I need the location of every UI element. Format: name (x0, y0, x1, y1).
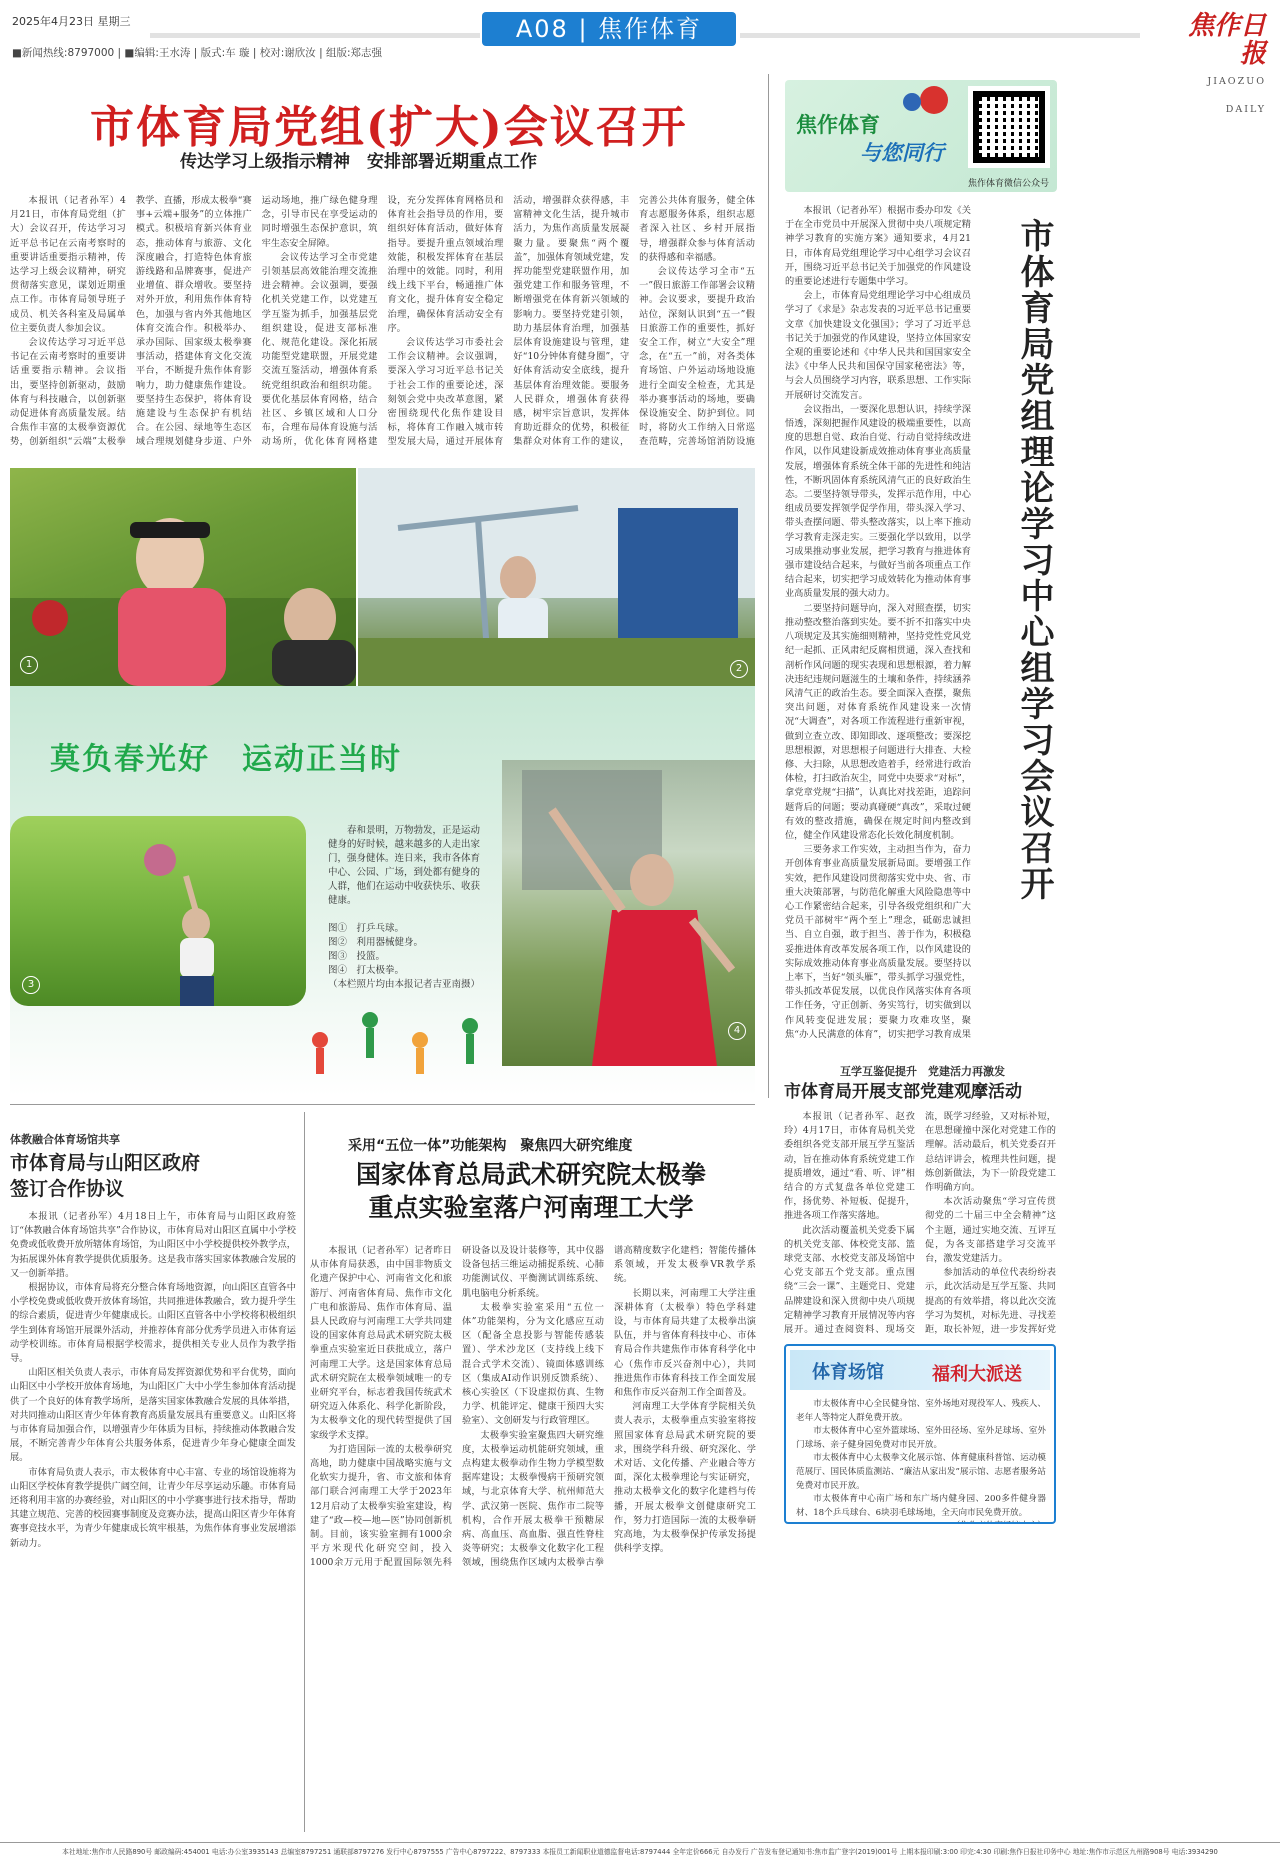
issue-date: 2025年4月23日 星期三 (12, 15, 131, 28)
sport-silhouettes (300, 1000, 500, 1090)
welfare-title-1: 体育场馆 (812, 1362, 884, 1383)
lead-paragraph: 会议传达学习习近平总书记在云南考察时的重要讲话重要指示精神。会议指出，要坚持创新驱动，鼓励体育与科技融合，以创新驱动促进体育高质量发展。结合焦作丰富的太极拳资源优势，创新组织“云端”太极拳教学、直播，形成太极拳“赛事+云端+服务”的立体推广模式。积极培育新兴体育业态，推动体育与旅游、文化深度融合，打造特色体育旅游线路和品牌赛事，促进产业增值、群众增收。要坚持对外开放，利用焦作体育特色，加强与省内外其他地区体育交流合作。积极举办、承办国际、国家级太极拳赛事活动，搭建体育文化交流平台，不断提升焦作体育影响力，助力健康焦作建设。要坚持生态保护，将体育设施建设与生态保护有机结合。在公园、绿地等生态区域合理规划健身步道、户外运动场地，推广绿色健身理念，引导市民在享受运动的同时增强生态保护意识，筑牢生态安全屏障。 (10, 195, 378, 448)
coop-paragraph: 市体育局负责人表示，市太极体育中心丰富、专业的场馆设施将为山阳区学校体育教学提供广阔空间，让青少年尽享运动乐趣。市体育局还将利用丰富的办赛经验，对山阳区的中小学赛事进行技术指导，帮助其建立规范、完善的校园赛事制度及竞赛办法，提高山阳区青少年体育赛事竞技水平，为青少年健康成长筑牢根基，为焦作体育事业发展增添新动力。 (10, 1466, 296, 1549)
welfare-item: 市太极体育中心南广场和东广场内健身园、200多件健身器材、18个乒乓球台、6块羽毛球场地，全天向市民免费开放。 (796, 1494, 1046, 1518)
ball-icon (900, 80, 960, 120)
party-paragraph: 此次活动覆盖机关党委下属的机关党支部、体校党支部、篮球党支部、水校党支部及场馆中心党支部五个党支部。重点围绕“三会一课”、主题党日、党建品牌建设和深入贯彻中央八项规定精神学习教育开展情况等内容展开。通过查阅资料、现场交流，既学习经验，又对标补短，在思想碰撞中深化对党建工作的理解。活动最后，机关党委召开总结评讲会，梳理共性问题，提炼创新做法，为下一阶段党建工作明确方向。 (784, 1111, 1056, 1336)
caption-item: 图② 利用器械健身。 (328, 937, 424, 948)
party-headline: 市体育局开展支部党建观摩活动 (784, 1082, 1022, 1102)
basketball-illustration (10, 816, 306, 1006)
coop-paragraph: 山阳区相关负责人表示，市体育局发挥资源优势和平台优势，面向山阳区中小学校开放体育场地，为山阳区广大中小学生参加体育活动提供了一个良好的体育教学场所，是落实国家体教融合发展的具体举措，对共同推动山阳区青少年体育教育高质量发展具有重要意义。山阳区将与市体育局加强合作，以增强青少年体质为目标，持续推动体教融合发展，不断完善青少年体育公共服务体系，促进青少年身心健康全面发展。 (10, 1367, 296, 1464)
caption-list (328, 922, 488, 992)
logo-en: JIAOZUO DAILY (1207, 76, 1266, 115)
photo-badge-3: 3 (22, 976, 40, 994)
logo-text: 焦作日报 (1187, 11, 1266, 69)
party-paragraph: 参加活动的单位代表纷纷表示，此次活动是互学互鉴、共同提高的有效举措，将以此次交流学习为契机，对标先进、寻找差距，取长补短，进一步发挥好党 (925, 1267, 1056, 1336)
page-section-bar (482, 12, 736, 46)
feature-slogan: 莫负春光好 运动正当时 (50, 742, 402, 777)
welfare-item: 市太极体育中心室外篮球场、室外田径场、室外足球场、室外门球场、亲子健身园免费对市民开放。 (796, 1426, 1046, 1450)
footer-info: 本社地址:焦作市人民路890号 邮政编码:454001 电话:办公室3935143 总编室8797251 通联部8797276 发行中心8797555 广告中心8797222、8797333 本报员工新闻职业道德监督电话:8797444 全年定价666元 自办发行 广告发布登记通知书:焦市监广登字(2019)001号 上期本报印刷:3:00 印完:4:30 印刷:焦作日报社印务中心 地址:焦作市示范区九州路908号 电话:3934290 (62, 1848, 1218, 1856)
fitness-illustration (358, 468, 755, 686)
newspaper-logo (1166, 11, 1266, 115)
welfare-item: 市太极体育中心太极拳文化展示馆、体育健康科普馆、运动模范展厅、国民体质监测站、“廉洁从家出发”展示馆、志愿者服务站免费对市民开放。 (796, 1453, 1046, 1491)
photo-credit: （本栏照片均由本报记者吉亚南摄） (328, 979, 481, 990)
taiji-headline (316, 1158, 746, 1224)
taiji-paragraph: 为打造国际一流的太极拳研究高地，助力健康中国战略实施与文化软实力提升，省、市文旅和体育部门联合河南理工大学于2023年12月启动了太极拳实验室建设，构建了“政—校—地—医”协同创新机制。目前，该实验室拥有1000余平方米现代化研究空间，投入1000余万元用于配置国际领先科研设备以及设计装修等，其中仪器设备包括三维运动捕捉系统、心肺功能测试仪、平衡测试训练系统、肌电脑电分析系统。 (310, 1245, 604, 1569)
section-name: 焦作体育 (598, 15, 703, 43)
lead-paragraph: 会议传达学习全市“五一”假日旅游工作部署会议精神。会议要求，要提升政治站位，深刻认识到“五一”假日旅游工作的重要性，抓好安全工作，树立“大安全”理念，在“五一”前，对各类体育场馆、户外运动场地设施进行全面安全检查，尤其是举办赛事活动的场地，要确保设施安全、防护到位。同时，将防火工作纳入日常巡查范畴，完善场馆消防设施 (639, 266, 755, 448)
study-headline: 市体育局党组理论学习中心组学习会议召开 (1014, 218, 1054, 902)
promo-title-1: 焦作体育 (796, 113, 880, 137)
photo-fitness-equipment (358, 468, 755, 686)
coop-headline (10, 1150, 200, 1202)
wechat-qr-code[interactable] (968, 86, 1050, 168)
caption-item: 图① 打乒乓球。 (328, 923, 405, 934)
party-paragraph: 本报讯（记者孙军、赵孜玲）4月17日，市体育局机关党委组织各党支部开展互学互鉴活动，旨在推动体育系统党建工作提质增效，通过“看、听、评”相结合的方式复盘各单位党建工作，扬优势、补短板、促提升，推进各项工作落实落地。 (784, 1111, 915, 1222)
page-number: A08 (515, 15, 569, 43)
taiji-headline-line: 国家体育总局武术研究院太极拳 (355, 1160, 706, 1189)
section-rule (10, 1104, 755, 1105)
coop-headline-line: 市体育局与山阳区政府 (10, 1152, 201, 1174)
welfare-title-2: 福利大派送 (932, 1364, 1022, 1385)
column-divider (304, 1112, 305, 1832)
table-tennis-illustration (10, 468, 356, 686)
study-paragraph: 二要坚持问题导向，深入对照查摆，切实推动整改整治落到实处。要不折不扣落实中央八项规定及其实施细则精神，坚持党性党风党纪一起抓、正风肃纪反腐相贯通，深入查找和剖析作风问题的现实表现和思想根源，着力解决违纪违规问题滋生的土壤和条件，持续涵养风清气正的政治生态。要全面深入查摆，聚焦突出问题，对体育系统作风建设来一次情况“大调查”，对各项工作流程进行重新审视，做到立查立改、即知即改、逐项整改；要深挖思想根源，对思想根子问题进行大排查、大检修、大扫除，从思想改造着手，经常进行政治体检，打扫政治灰尘，同党中央要求“对标”，拿党章党规“扫描”，认真比对找差距，追踪问题背后的问题；要动真碰硬“真改”，采取过硬有效的整改措施，确保在规定时间内整改到位，健全作风建设常态化长效化制度机制。 (785, 602, 971, 841)
lead-paragraph: 会议传达学习全市党建引领基层高效能治理交流推进会精神。会议强调，要强化机关党建工作，以党建互学互鉴为抓手，加强基层党组织建设，促进支部标准化、规范化建设。深化拓展功能型党建联盟，开展党建交流互鉴活动，增强体育系统党组织政治和组织功能。要优化基层体育网格，结合社区、乡镇区域和人口分布，合理布局体育设施与活动场所，优化体育网格建设，充分发挥体育网格员和体育社会指导员的作用，要组织好体育活动，做好体育指导。要提升重点领域治理效能，积极发挥体育在基层治理中的效能。同时，利用线上线下平台，畅通推广体育文化，提升体育安全稳定治理，确保体育活动安全有序。 (261, 195, 504, 448)
study-article-body (785, 204, 971, 1040)
party-paragraph: 本次活动聚焦“学习宣传贯彻党的二十届三中全会精神”这个主题，通过实地交流、互评互促，为各支部搭建学习交流平台，激发党建活力。 (925, 1196, 1056, 1265)
coop-paragraph: 根据协议，市体育局将充分整合体育场地资源，向山阳区直管各中小学校免费或低收费开放体育场馆，共同推进体教融合，致力提升学生的综合素质，促进青少年健康成长。山阳区直管各中小学校将积极组织学生到体育场馆开展课外活动，并推荐体育部分优秀学员进入市体育运动学校训练。市体育局根据学校需求，提供相关专业人员作为教学指导。 (10, 1282, 296, 1365)
welfare-item: 市太极体育中心全民健身馆、室外场地对现役军人、残疾人、老年人等特定人群免费开放。 (796, 1399, 1046, 1423)
taiji-headline-line: 重点实验室落户河南理工大学 (368, 1193, 694, 1222)
caption-item: 图③ 投篮。 (328, 951, 386, 962)
caption-item: 图④ 打太极拳。 (328, 965, 405, 976)
promo-title-2: 与您同行 (860, 141, 944, 165)
taiji-kicker: 采用“五位一体”功能架构 聚焦四大研究维度 (348, 1138, 633, 1154)
coop-headline-line: 签订合作协议 (10, 1178, 125, 1200)
coop-paragraph: 本报讯（记者孙军）4月18日上午，市体育局与山阳区政府签订“体教融合体育场馆共享”合作协议，市体育局对山阳区直属中小学校免费或低收费开放所辖体育场馆，为山阳区中小学校提供校外教学点，为拓展课外体育教学提供优质服务。这是我市落实国家体教融合发展的又一创新举措。 (10, 1211, 296, 1279)
lead-paragraph: 本报讯（记者孙军）4月21日，市体育局党组（扩大）会议召开，传达学习习近平总书记在云南考察时的重要讲话重要指示精神，传达学习上级会议精神，研究贯彻落实意见，谋划近期重点工作。市体育局领导班子成员、机关各科室及局属单位主要负责人参加会议。 (10, 195, 126, 334)
lead-body (10, 194, 755, 454)
study-paragraph: 会上，市体育局党组理论学习中心组成员学习了《求是》杂志发表的习近平总书记重要文章《加快建设文化强国》；学习了习近平总书记关于加强党的作风建设，坚持立体国家安全观的重要论述和《中华人民共和国国家安全法》《中华人民共和国保守国家秘密法》等，与会人员围绕学习内容，联系思想、工作实际开展研讨交流发言。 (785, 290, 971, 401)
photo-badge-1: 1 (20, 656, 38, 674)
section-divider: | (578, 15, 599, 43)
taiji-paragraph: 本报讯（记者孙军）记者昨日从市体育局获悉，由中国非物质文化遗产保护中心、河南省文化和旅游厅、河南省体育局、焦作市文化广电和旅游局、焦作市体育局、温县人民政府与河南理工大学共同建设的国家体育总局武术研究院太极拳重点实验室近日获批成立，落户河南理工大学。这是国家体育总局武术研究院在太极拳领域唯一的专业研究平台，标志着我国传统武术研究迈入体系化、科学化新阶段，为太极拳文化的现代转型提供了国家级学术支撑。 (310, 1245, 452, 1441)
party-kicker: 互学互鉴促提升 党建活力再激发 (840, 1065, 1005, 1078)
taiji-body (310, 1244, 756, 1832)
taiji-illustration (502, 760, 755, 1066)
party-body (784, 1110, 1056, 1338)
feature-intro: 春和景明，万物勃发，正是运动健身的好时候，越来越多的人走出家门，强身健体。连日来，我市各体育中心、公园、广场，到处都有健身的人群，他们在运动中收获快乐、收获健康。 (328, 825, 481, 906)
lead-subheadline: 传达学习上级指示精神 安排部署近期重点工作 (180, 152, 537, 172)
study-paragraph: 三要务求工作实效，主动担当作为，奋力开创体育事业高质量发展新局面。要增强工作实效，把作风建设同贯彻落实党中央、省、市重大决策部署，与防范化解重大风险隐患等中心工作紧密结合起来，引导各级党组织和广大党员干部树牢“两个至上”理念，砥砺忠诚担当、自立自强，敢于担当、善于作为，积极稳妥推进体育改革发展各项工作，以作风建设的实际成效推动体育事业高质量发展。要坚持以上率下，当好“领头雁”，带头抓学习强党性，带头抓改革促发展，以优良作风落实体育各项工作任务，守正创新、务实笃行，切实做到以作风转变促进发展；要聚力攻难攻坚，聚焦“办人民满意的体育”，切实把学习教育成果 (785, 844, 971, 1040)
taiji-paragraph: 长期以来，河南理工大学注重深耕体育（太极拳）特色学科建设，与市体育局共建了太极拳出演队伍，并与省体育科技中心、市体育局合作共建焦作市体育科学化中心（焦作市反兴奋剂中心），共同推进焦作市体育科技工作全面发展和焦作市反兴奋剂工作全面普及。 (614, 1287, 756, 1399)
photo-badge-4: 4 (728, 1022, 746, 1040)
welfare-list (796, 1398, 1046, 1522)
feature-caption (328, 824, 488, 992)
study-paragraph: 本报讯（记者孙军）根据市委办印发《关于在全市党员中开展深入贯彻中央八项规定精神学习教育的实施方案》通知要求，4月21日，市体育局党组理论学习中心组学习会议召开，围绕习近平总书记关于加强党的作风建设的重要论述进行专题集中学习。 (785, 205, 971, 288)
lead-paragraph: 会议传达学习市委社会工作会议精神。会议强调，要深入学习习近平总书记关于社会工作的重要论述，深刻领会党中央改革意图，紧密围绕现代化焦作建设目标，将体育工作融入城市转型发展大局，通过开展体育活动，增强群众获得感，丰富精神文化生活，提升城市活力，为焦作高质量发展凝聚力量。要聚焦“两个覆盖”，加强体育领域党建，发挥功能型党建联盟作用，加强党建工作和服务管理，不断增强党在体育新兴领域的影响力。要坚持党建引领，助力基层体育治理，加强基层体育设施建设与管理，建好“10分钟体育健身圈”，守好体育活动安全底线，提升基层体育治理效能。要服务人民群众，增强体育获得感，树牢宗旨意识，发挥体育助近群众的优势，积极征集群众对体育工作的建议，完善公共体育服务，健全体育志愿服务体系，组织志愿者深入社区、乡村开展指导，增强群众参与体育活动的获得感和幸福感。 (387, 195, 755, 448)
photo-basketball (10, 816, 306, 1006)
photo-table-tennis (10, 468, 356, 686)
taiji-paragraph: 太极拳实验室采用“五位一体”功能架构，分为文化感应互动区（配备全息投影与智能传感装置）、学术沙龙区（支持线上线下混合式学术交流）、镜面体感训练区（集成AI动作识别反馈系统）、核心实验区（下设虚拟仿真、生物力学、机能评定、健康干预四大实验室）、文创研发与行政管理区。 (462, 1301, 604, 1427)
photo-taiji (502, 760, 755, 1066)
header-rule-right (740, 33, 1140, 38)
editorial-info: ■新闻热线:8797000 | ■编辑:王水涛 | 版式:车 璇 | 校对:谢欣汝 | 组版:郑志强 (12, 47, 382, 59)
column-divider (768, 74, 769, 1098)
photo-badge-2: 2 (730, 660, 748, 678)
study-paragraph: 会议指出，一要深化思想认识，持续学深悟透，深刻把握作风建设的极端重要性，以高度的思想自觉、政治自觉、行动自觉持续改进作风，以作风建设新成效推动体育事业高质量发展，增强体育系统全体干部的先进性和纯洁性，不断巩固体育系统风清气正的良好政治生态。二要坚持领导带头，发挥示范作用，中心组成员要发挥领学促学作用，带头深入学习、带头查摆问题、带头整改落实，以上率下推动学习教育走深走实。三要强化学以致用，以学习成果推动事业发展，把学习教育与推进体育强市建设结合起来，与做好当前各项重点工作结合起来，切实把学习成效转化为推动体育事业高质量发展的强大动力。 (785, 403, 971, 600)
coop-body (10, 1210, 296, 1832)
lead-headline: 市体育局党组(扩大)会议召开 (90, 102, 688, 153)
footer-rule (0, 1842, 1280, 1843)
coop-kicker: 体教融合体育场馆共享 (10, 1133, 120, 1146)
welfare-source (796, 1520, 1046, 1522)
taiji-paragraph: 太极拳实验室聚焦四大研究维度，太极拳运动机能研究领域，重点构建太极拳动作生物力学模型数据库建设；太极拳慢病干预研究领域，与北京体育大学、杭州师范大学、武汉第一医院、焦作市二院等机构，合作开展太极拳干预糖尿病、高血压、高血脂、强直性脊柱炎等研究；太极拳文化数字化工程领域，围绕焦作区域内太极拳古拳谱高精度数字化建档；智能传播体系领域，开发太极拳VR教学系统。 (462, 1245, 756, 1569)
taiji-paragraph: 河南理工大学体育学院相关负责人表示，太极拳重点实验室将按照国家体育总局武术研究院的要求，围绕学科升级、研究深化、学术对话、文化传播、产业融合等方面，深化太极拳理论与实证研究，推动太极拳文化的数字化建档与传播，开展太极拳文创健康研究工作，努力打造国际一流的太极拳研究高地，为太极拳保护传承发扬提供科学支撑。 (614, 1401, 756, 1555)
header-rule-left (150, 33, 480, 38)
qr-caption: 焦作体育微信公众号 (968, 179, 1050, 189)
